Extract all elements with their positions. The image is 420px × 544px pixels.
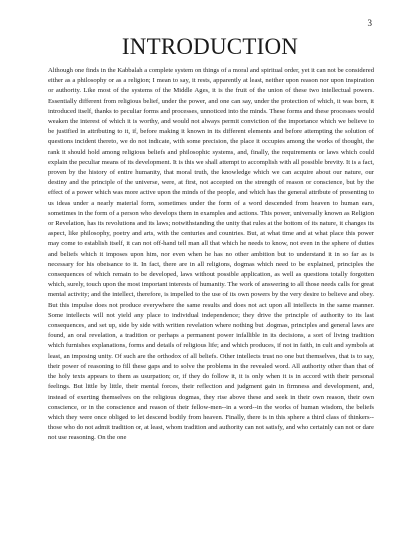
page-number: 3 bbox=[367, 18, 372, 28]
body-text: Although one finds in the Kabbalah a complete system on things of a moral and spiritual order, yet it can not be considered either as a philosophy or as a religion; I mean to say, it rests, apparently at least, neither upon reason nor upon inspiration or authority. Like most of the systems of the Middle Ages, it is the fruit of the union of these two intellectual powers. Essentially different from religious belief, under the power, and one can say, under the protection of which, it was born, it introduced itself, thanks to peculiar forms and processes, unnoticed into the minds. These forms and these processes would weaken the interest of which it is worthy, and would not always permit conviction of the importance which we believe to be justified in attributing to it, if, before making it known in its different elements and before attempting the solution of questions incident thereto, we do not indicate, with some precision, the place it occupies among the works of thought, the rank it should hold among religious beliefs and philosophic systems, and, finally, the requirements or laws which could explain the peculiar means of its development. It is this we shall attempt to accomplish with all possible brevity. It is a fact, proven by the history of entire humanity, that moral truth, the knowledge which we can acquire about our nature, our destiny and the principle of the universe, were, at first, not accepted on the strength of reason or conscience, but by the effect of a power which was more active upon the minds of the people, and which has the general attribute of presenting to us ideas under a nearly material form, sometimes under the form of a word descended from heaven to human ears, sometimes in the form of a person who develops them in examples and actions. This power, universally known as Religion or Revelation, has its revolutions and its laws; notwithstanding the unity that rules at the bottom of its nature, it changes its aspect, like philosophy, poetry and arts, with the centuries and countries. But, at what time and at what place this power may come to establish itself, it can not off-hand tell man all that which he needs to know, not even in the sphere of duties and beliefs which it imposes upon him, nor even when he has no other ambition but to understand it in so far as is necessary for his obeisance to it. In fact, there are in all religions, dogmas which need to be explained, principles the consequences of which remain to be developed, laws without possible application, as well as questions totally forgotten which, surely, touch upon the most important interests of humanity. The work of answering to all those needs calls for great mental activity; and the intellect, therefore, is impelled to the use of its own powers by the very desire to believe and obey. But this impulse does not produce everywhere the same results and does not act upon all intellects in the same manner. Some intellects will not yield any place to individual independence; they drive the principle of authority to its last consequences, and set up, side by side with written revelation where nothing but .dogmas, principles and general laws are found, an oral revelation, a tradition or perhaps a permanent power infallible in its decisions, a sort of living tradition which furnishes explanations, forms and details of religious life; and which produces, if not in faith, in cult and symbols at least, an imposing unity. Of such are the orthodox of all beliefs. Other intellects trust no one but themselves, that is to say, their power of reasoning to fill these gaps and to solve the problems in the revealed word. All authority other than that of the holy texts appears to them as usurpation; or, if they do follow it, it is only when it is in accord with their personal feelings. But little by little, their mental forces, their reflection and judgment gain in firmness and development, and, instead of exerting themselves on the religious dogmas, they rise above these and seek in their own reason, their own conscience, or in the conscience and reason of their fellow-men--in a word--in the works of human wisdom, the beliefs which they were once obliged to let descend bodily from heaven. Finally, there is in this sphere a third class of thinkers--those who do not admit tradition or, at least, whom tradition and authority can not satisfy, and who certainly can not or dare not use reasoning. On the one bbox=[48, 67, 374, 442]
page-title: INTRODUCTION bbox=[121, 34, 299, 59]
